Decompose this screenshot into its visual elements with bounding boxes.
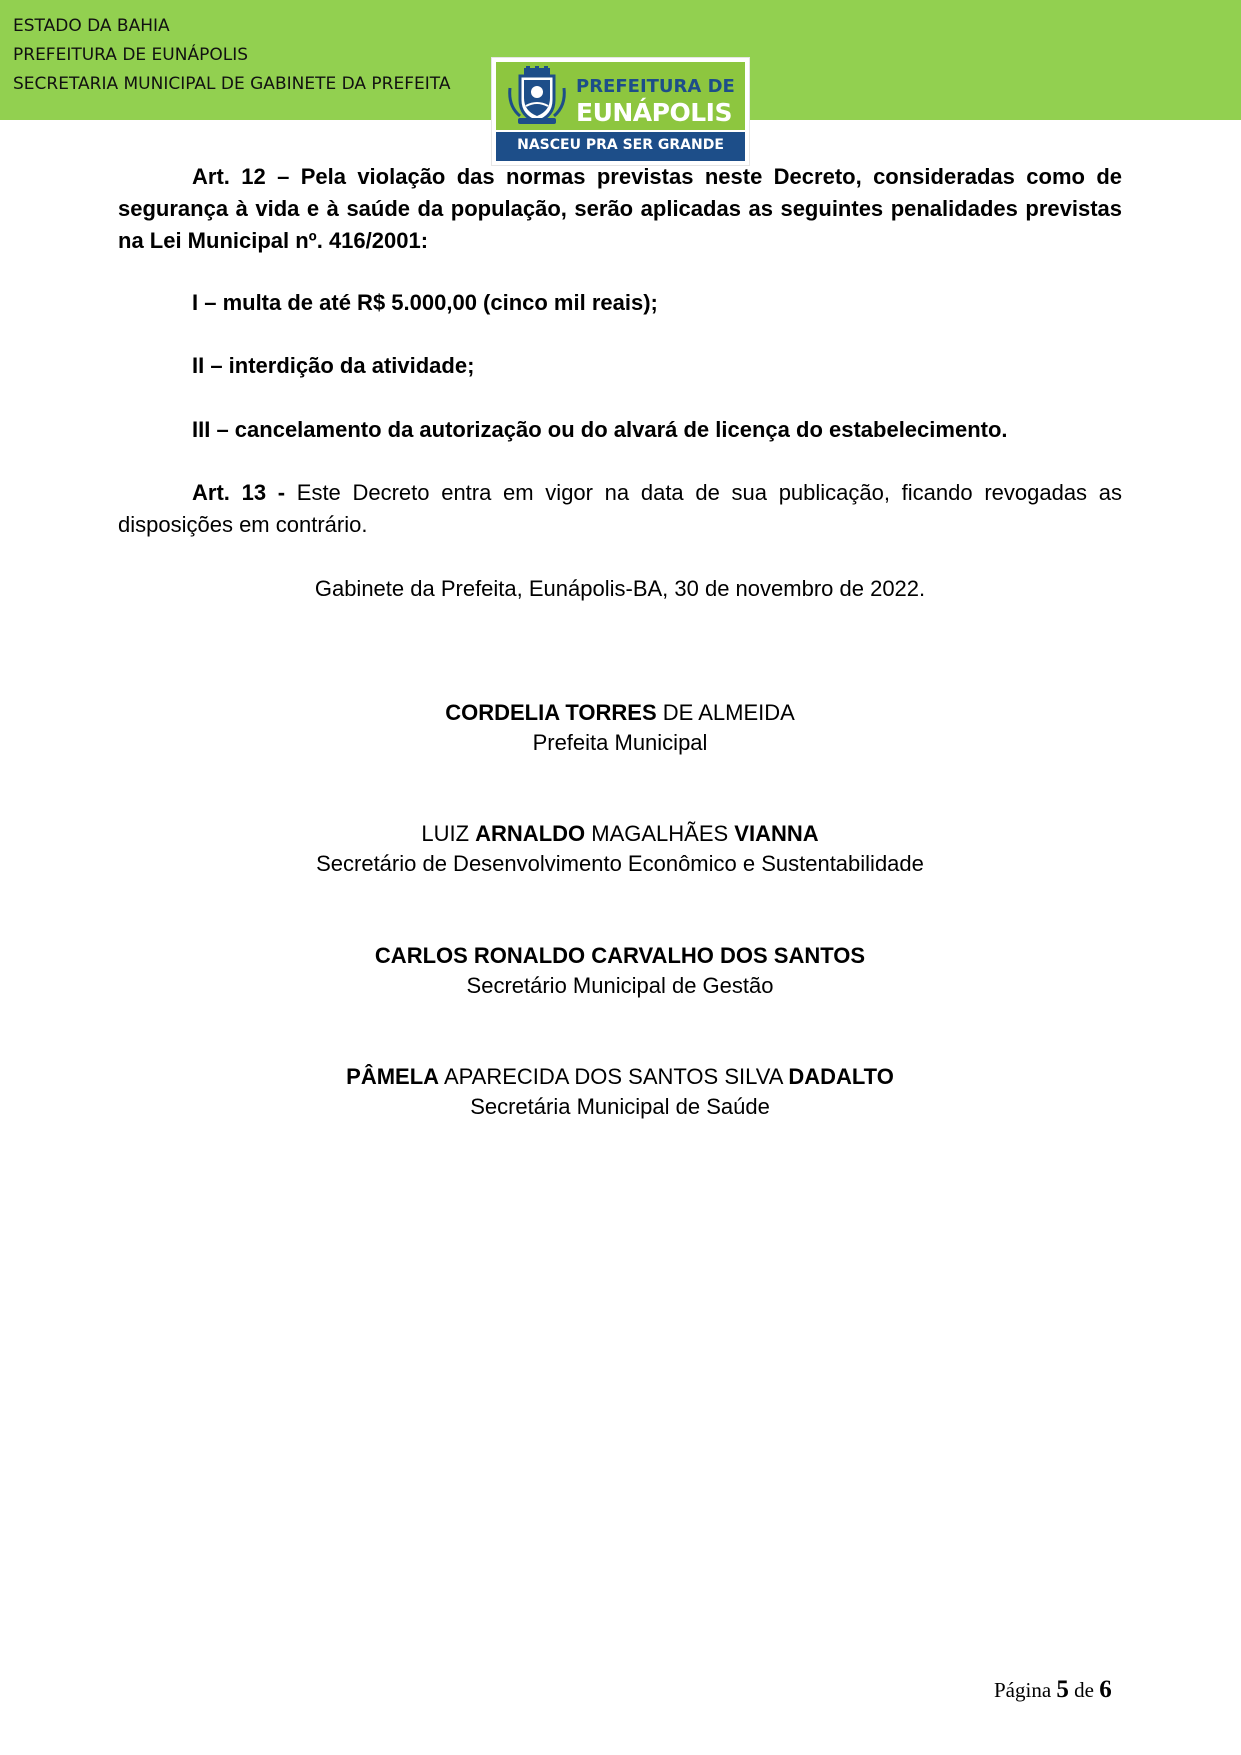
city-coat-of-arms-icon bbox=[506, 66, 568, 126]
signature-2-name-part3: MAGALHÃES bbox=[585, 821, 735, 846]
signature-2-name-part4: VIANNA bbox=[734, 821, 819, 846]
logo-top-panel bbox=[496, 62, 745, 130]
signature-3-title: Secretário Municipal de Gestão bbox=[466, 973, 774, 998]
page-number-current: 5 bbox=[1056, 1676, 1069, 1703]
logo-slogan: NASCEU PRA SER GRANDE bbox=[517, 137, 724, 153]
logo-title-line2: EUNÁPOLIS bbox=[576, 98, 732, 127]
article-12: Art. 12 – Pela violação das normas previstas neste Decreto, consideradas como de segurança à vida e à saúde da população, serão aplicadas as seguintes penalidades previstas na Lei Municipal nº. 416/2001: bbox=[118, 164, 1122, 253]
signature-2-title: Secretário de Desenvolvimento Econômico e Sustentabilidade bbox=[316, 851, 924, 876]
signature-2-name bbox=[118, 819, 1122, 849]
page-number-total: 6 bbox=[1099, 1676, 1112, 1703]
penalty-item-1: I – multa de até R$ 5.000,00 (cinco mil reais); bbox=[192, 290, 658, 315]
signature-4-name-part2: APARECIDA DOS SANTOS SILVA bbox=[439, 1064, 789, 1089]
logo-slogan-bar bbox=[496, 132, 745, 161]
signature-4-name bbox=[118, 1062, 1122, 1092]
header-state: ESTADO DA BAHIA bbox=[13, 16, 170, 36]
prefeitura-logo bbox=[492, 58, 749, 165]
penalty-item-3: III – cancelamento da autorização ou do alvará de licença do estabelecimento. bbox=[192, 417, 1008, 442]
article-13 bbox=[118, 477, 1122, 541]
signature-3-name-bold: CARLOS RONALDO CARVALHO DOS SANTOS bbox=[374, 943, 866, 968]
place-date: Gabinete da Prefeita, Eunápolis-BA, 30 de novembro de 2022. bbox=[314, 576, 926, 601]
signature-1-title: Prefeita Municipal bbox=[532, 730, 708, 755]
page-number bbox=[994, 1676, 1112, 1704]
signature-2-name-part1: LUIZ bbox=[421, 821, 476, 846]
penalty-item-2: II – interdição da atividade; bbox=[192, 353, 475, 378]
signature-3-name bbox=[118, 941, 1122, 971]
article-13-text: Este Decreto entra em vigor na data de sua publicação, ficando revogadas as disposições em contrário. bbox=[118, 480, 1122, 537]
signature-1-name-bold: CORDELIA TORRES bbox=[445, 700, 657, 725]
signature-4-name-part1: PÂMELA bbox=[346, 1064, 440, 1089]
article-13-label: Art. 13 - bbox=[192, 480, 286, 505]
page-number-separator: de bbox=[1068, 1678, 1100, 1702]
signature-4-name-part3: DADALTO bbox=[788, 1064, 894, 1089]
signature-2-name-part2: ARNALDO bbox=[475, 821, 586, 846]
header-municipality: PREFEITURA DE EUNÁPOLIS bbox=[13, 45, 248, 65]
signature-4-title: Secretária Municipal de Saúde bbox=[470, 1094, 770, 1119]
logo-title-line1: PREFEITURA DE bbox=[576, 76, 735, 97]
signature-1-name bbox=[118, 698, 1122, 728]
header-department: SECRETARIA MUNICIPAL DE GABINETE DA PREFEITA bbox=[13, 74, 451, 94]
signature-1-name-regular: DE ALMEIDA bbox=[656, 700, 795, 725]
page-number-prefix: Página bbox=[994, 1678, 1057, 1702]
